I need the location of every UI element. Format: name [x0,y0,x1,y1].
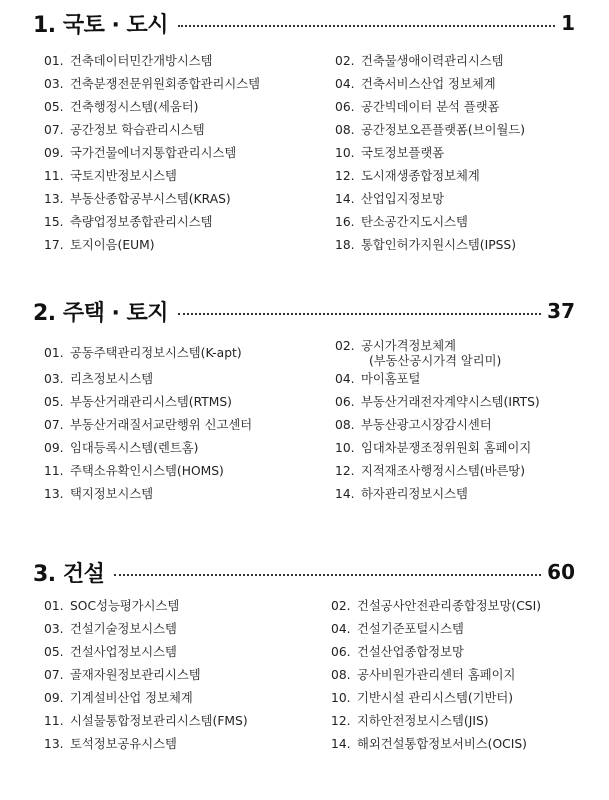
toc-item-label: 해외건설통합정보서비스(OCIS) [357,737,527,751]
toc-item-label: 부동산광고시장감시센터 [361,418,492,432]
toc-item-number: 12. [335,169,355,183]
toc-item-label: 공시가격정보체계 [361,339,457,353]
toc-item [44,100,198,115]
toc-item-number: 06. [335,100,355,114]
toc-item [335,77,496,92]
toc-item-number: 08. [335,418,355,432]
toc-item-label: 마이홈포털 [361,372,421,386]
toc-item-label: 부동산거래질서교란행위 신고센터 [70,418,253,432]
dot-leader [178,25,555,27]
toc-item-label: 건축서비스산업 정보체계 [361,77,496,91]
toc-item-label: 건축물생애이력관리시스템 [361,54,504,68]
toc-item [331,691,513,706]
toc-item-label: 측량업정보종합관리시스템 [70,215,213,229]
toc-item-label: 토석정보공유시스템 [70,737,177,751]
toc-item-label: 국토지반정보시스템 [70,169,177,183]
toc-item-number: 09. [44,146,64,160]
toc-item [335,395,540,410]
toc-item-number: 01. [44,599,64,613]
toc-item-label: 건설산업종합정보망 [357,645,464,659]
toc-item-number: 12. [331,714,351,728]
toc-item-number: 06. [335,395,355,409]
toc-item-number: 01. [44,346,64,360]
toc-item-number: 07. [44,668,64,682]
toc-item-label: 건축분쟁전문위원회종합관리시스템 [70,77,261,91]
toc-item-label: 공간빅데이터 분석 플랫폼 [361,100,500,114]
toc-item [335,100,500,115]
toc-item [335,238,516,253]
toc-item-number: 03. [44,77,64,91]
toc-item-label: 공간정보 학습관리시스템 [70,123,205,137]
toc-item-label: 건축데이터민간개방시스템 [70,54,213,68]
toc-item-number: 11. [44,464,64,478]
toc-item-label: 건설기준포털시스템 [357,622,464,636]
toc-item-label: 기계설비산업 정보체계 [70,691,193,705]
toc-item [44,464,224,479]
toc-item-label: 건설기술정보시스템 [70,622,177,636]
toc-item-number: 05. [44,100,64,114]
toc-item [44,668,201,683]
toc-item-label: 주택소유확인시스템(HOMS) [70,464,224,478]
toc-item-number: 10. [335,441,355,455]
toc-item-label: 지하안전정보시스템(JIS) [357,714,489,728]
toc-item-number: 04. [331,622,351,636]
toc-item-number: 17. [44,238,64,252]
toc-item [44,346,242,361]
toc-item [331,599,541,614]
section-heading [33,296,575,326]
toc-item-label: 통합인허가지원시스템(IPSS) [361,238,517,252]
toc-item [335,169,480,184]
toc-item [44,691,193,706]
toc-item-number: 07. [44,418,64,432]
toc-item-number: 07. [44,123,64,137]
toc-item-number: 01. [44,54,64,68]
toc-item-label: 기반시설 관리시스템(기반터) [357,691,514,705]
section-heading [33,8,575,38]
toc-item [44,714,248,729]
toc-item [44,238,155,253]
toc-item-number: 02. [335,339,355,353]
toc-item-number: 13. [44,192,64,206]
toc-item [44,441,198,456]
toc-item [44,77,260,92]
toc-item-label: 건설공사안전관리종합정보망(CSI) [357,599,542,613]
toc-item-label: 임대등록시스템(렌트홈) [70,441,199,455]
toc-item-number: 02. [335,54,355,68]
toc-item [335,372,420,387]
toc-item [44,645,177,660]
toc-item-number: 05. [44,395,64,409]
toc-item-sublabel: (부동산공시가격 알리미) [369,354,502,368]
toc-item-number: 11. [44,169,64,183]
toc-item-number: 08. [331,668,351,682]
toc-item [44,123,205,138]
toc-item-label: SOC성능평가시스템 [70,599,180,613]
toc-item-number: 10. [335,146,355,160]
toc-item [335,192,444,207]
toc-item [44,54,213,69]
toc-item-number: 10. [331,691,351,705]
toc-item [335,123,525,138]
section-page-number: 37 [547,299,575,323]
toc-item-label: 산업입지정보망 [361,192,445,206]
toc-item-label: 임대차분쟁조정위원회 홈페이지 [361,441,532,455]
toc-item-label: 건설사업정보시스템 [70,645,177,659]
toc-item-number: 14. [335,487,355,501]
toc-item-label: 지적재조사행정시스템(바른땅) [361,464,526,478]
toc-item [44,169,177,184]
toc-item-number: 09. [44,441,64,455]
toc-item-number: 11. [44,714,64,728]
toc-item-label: 리츠정보시스템 [70,372,154,386]
toc-item [331,668,515,683]
toc-item [44,487,153,502]
toc-item [335,464,525,479]
toc-item [44,622,177,637]
toc-item [44,372,153,387]
section-page-number: 60 [547,560,575,584]
toc-item [44,146,236,161]
toc-item [331,714,489,729]
toc-item-number: 05. [44,645,64,659]
toc-item-number: 03. [44,372,64,386]
toc-item-number: 13. [44,487,64,501]
toc-item-number: 14. [331,737,351,751]
toc-item-number: 09. [44,691,64,705]
toc-item-number: 15. [44,215,64,229]
toc-item [335,146,444,161]
section-title: 2. 주택 · 토지 [33,300,169,326]
toc-item-number: 04. [335,372,355,386]
toc-item [335,215,468,230]
toc-item-number: 04. [335,77,355,91]
toc-item-label: 공간정보오픈플랫폼(브이월드) [361,123,526,137]
toc-item [335,54,504,69]
toc-item-label: 도시재생종합정보체계 [361,169,480,183]
toc-item [331,737,527,752]
toc-item-label: 국토정보플랫폼 [361,146,445,160]
toc-item-label: 탄소공간지도시스템 [361,215,468,229]
toc-item-label: 부동산거래관리시스템(RTMS) [70,395,232,409]
toc-item-label: 건축행정시스템(세움터) [70,100,199,114]
toc-item [331,645,464,660]
toc-item-number: 13. [44,737,64,751]
toc-item-label: 공사비원가관리센터 홈페이지 [357,668,516,682]
toc-item [44,737,177,752]
toc-item [44,215,213,230]
toc-item-number: 08. [335,123,355,137]
section-heading [33,557,575,587]
toc-item-number: 02. [331,599,351,613]
toc-item-label: 토지이음(EUM) [70,238,155,252]
toc-item-label: 골재자원정보관리시스템 [70,668,201,682]
toc-item [44,599,179,614]
section-title: 3. 건설 [33,561,105,587]
toc-item-label: 부동산종합공부시스템(KRAS) [70,192,231,206]
toc-item-label: 시설물통합정보관리시스템(FMS) [70,714,248,728]
toc-item [335,487,468,502]
dot-leader [114,574,541,576]
toc-item-label: 하자관리정보시스템 [361,487,468,501]
toc-item-number: 18. [335,238,355,252]
toc-item [44,418,252,433]
toc-item-number: 03. [44,622,64,636]
toc-item [331,622,464,637]
section-page-number: 1 [561,11,575,35]
toc-item [335,441,531,456]
toc-item-number: 06. [331,645,351,659]
toc-item-number: 14. [335,192,355,206]
toc-item-label: 국가건물에너지통합관리시스템 [70,146,237,160]
toc-item-label: 공동주택관리정보시스템(K-apt) [70,346,242,360]
section-title: 1. 국토 · 도시 [33,12,169,38]
toc-item-number: 16. [335,215,355,229]
toc-item [335,418,492,433]
toc-item-label: 택지정보시스템 [70,487,154,501]
dot-leader [178,313,541,315]
toc-item [335,339,501,369]
toc-item [44,395,232,410]
toc-item [44,192,231,207]
toc-item-number: 12. [335,464,355,478]
toc-item-label: 부동산거래전자계약시스템(IRTS) [361,395,540,409]
